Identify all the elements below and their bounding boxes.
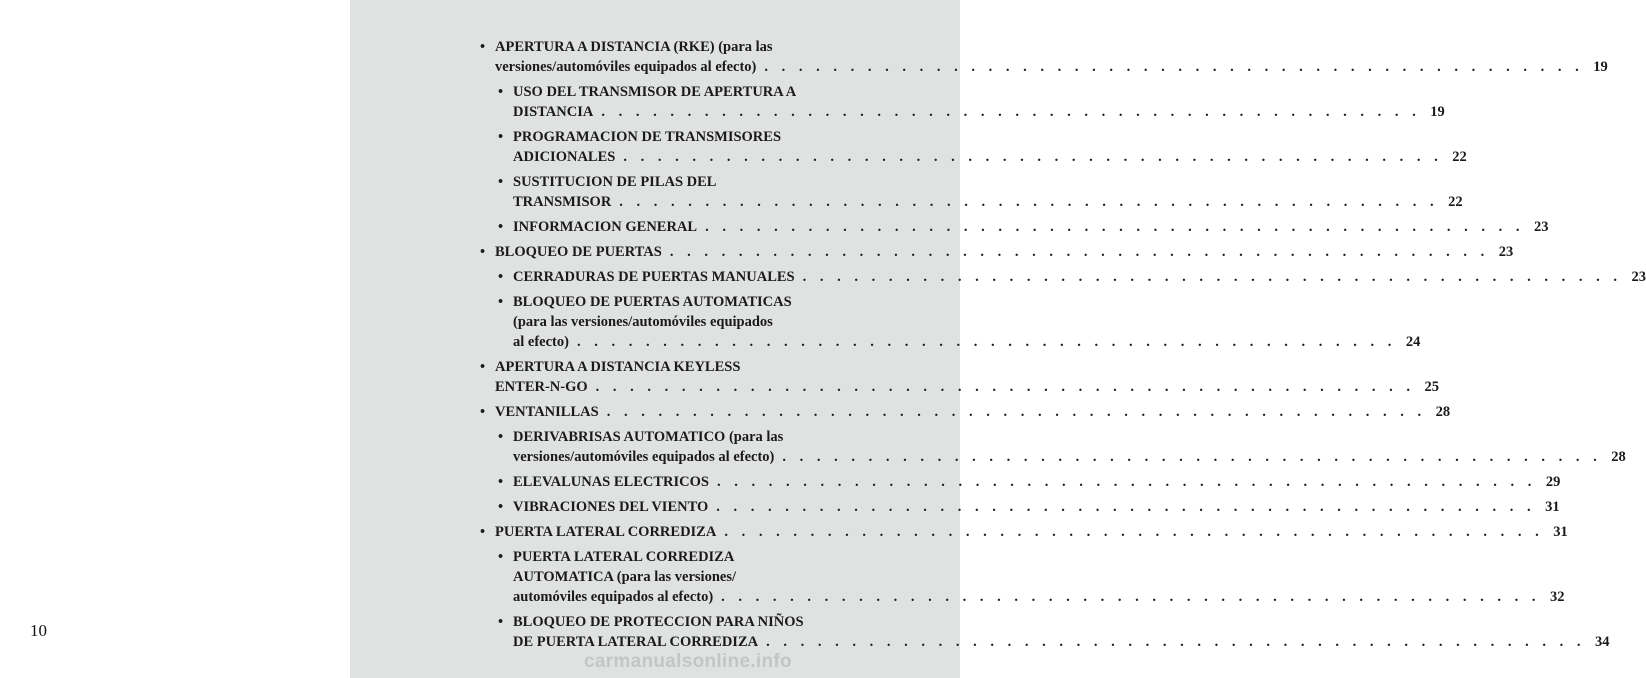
bullet-icon: • [480,359,486,375]
leader-dots: . . . . . . . . . . . . . . . . . . . . . . . . . . . . . . . . . . . . . . . . . . . . . . . . [705,219,1525,235]
leader-dots: . . . . . . . . . . . . . . . . . . . . . . . . . . . . . . . . . . . . . . . . . . . . . . . . [764,59,1584,75]
toc-entry-title: (para las versiones/automóviles equipados [513,314,773,330]
toc-line [495,357,898,377]
toc-line [513,612,898,632]
leader-dots: . . . . . . . . . . . . . . . . . . . . . . . . . . . . . . . . . . . . . . . . . . . . . . . . [669,244,1490,260]
toc-page-number: 24 [1405,334,1421,350]
toc-line [513,427,898,447]
page-number: 10 [30,621,47,640]
toc-page-number: 31 [1553,524,1568,540]
leader-dots: . . . . . . . . . . . . . . . . . . . . . . . . . . . . . . . . . . . . . . . . . . . . . . . . [606,404,1427,420]
leader-dots: . . . . . . . . . . . . . . . . . . . . . . . . . . . . . . . . . . . . . . . . . . . . . . . . [716,499,1536,515]
toc-page-number: 29 [1545,474,1561,490]
toc-line [513,267,1646,287]
toc-page-number: 34 [1594,634,1610,650]
toc-line [513,472,1561,492]
toc-entry-title: al efecto) [513,334,569,350]
toc-entry-title: AUTOMATICA (para las versiones/ [513,569,737,585]
toc-line [513,292,898,312]
toc-entry-title: versiones/automóviles equipados al efecto) [513,449,775,465]
toc-page-number: 19 [1430,104,1445,120]
leader-dots: . . . . . . . . . . . . . . . . . . . . . . . . . . . . . . . . . . . . . . . . . . . . . . . . [724,524,1544,540]
toc-entry-title: VIBRACIONES DEL VIENTO [513,499,709,515]
toc-subentry [478,497,1560,517]
bullet-icon: • [498,219,504,235]
toc-entry-title: TRANSMISOR [513,194,612,210]
toc-line [513,332,1421,352]
toc-line [495,522,1568,542]
toc-entry-title: ELEVALUNAS ELECTRICOS [513,474,709,490]
bullet-icon: • [480,39,486,55]
bullet-icon: • [498,174,504,190]
leader-dots: . . . . . . . . . . . . . . . . . . . . . . . . . . . . . . . . . . . . . . . . . . . . . . . . [721,589,1541,605]
bullet-icon: • [498,84,504,100]
toc-line [513,587,1565,607]
toc-page-number: 23 [1631,269,1646,285]
toc-entry-title: automóviles equipados al efecto) [513,589,714,605]
toc-page-number: 28 [1435,404,1451,420]
toc-subentry [478,427,1626,467]
toc-line [513,632,1610,652]
toc-entry-title: CERRADURAS DE PUERTAS MANUALES [513,269,795,285]
toc-line [513,447,1626,467]
toc-entry-title: VENTANILLAS [495,404,599,420]
toc-entry-title: SUSTITUCION DE PILAS DEL [513,174,717,190]
toc-entry-title: APERTURA A DISTANCIA KEYLESS [495,359,741,375]
leader-dots: . . . . . . . . . . . . . . . . . . . . . . . . . . . . . . . . . . . . . . . . . . . . . . . . [782,449,1602,465]
toc-subentry [478,82,1445,122]
bullet-icon: • [498,429,504,445]
bullet-icon: • [480,404,486,420]
toc-entry [478,242,1514,262]
toc-line [513,102,1445,122]
bullet-icon: • [498,499,504,515]
toc-page-number: 22 [1452,149,1467,165]
toc-page-number: 22 [1448,194,1463,210]
toc-entry-title: INFORMACION GENERAL [513,219,698,235]
toc-line [495,57,1608,77]
toc-line [513,147,1467,167]
toc-entry-title: DE PUERTA LATERAL CORREDIZA [513,634,759,650]
toc-entry-title: PUERTA LATERAL CORREDIZA [495,524,717,540]
toc-page-number: 25 [1424,379,1440,395]
bullet-icon: • [480,244,486,260]
toc-page-number: 28 [1611,449,1626,465]
leader-dots: . . . . . . . . . . . . . . . . . . . . . . . . . . . . . . . . . . . . . . . . . . . . . . . . [716,474,1537,490]
leader-dots: . . . . . . . . . . . . . . . . . . . . . . . . . . . . . . . . . . . . . . . . . . . . . . . . [766,634,1586,650]
toc-line [495,402,1451,422]
leader-dots: . . . . . . . . . . . . . . . . . . . . . . . . . . . . . . . . . . . . . . . . . . . . . . . . [601,104,1421,120]
leader-dots: . . . . . . . . . . . . . . . . . . . . . . . . . . . . . . . . . . . . . . . . . . . . . . . . [623,149,1443,165]
toc-subentry [478,547,1565,607]
toc-entry [478,402,1451,422]
toc-page-number: 23 [1533,219,1549,235]
toc-line [513,547,898,567]
toc-line [495,37,898,57]
bullet-icon: • [498,549,504,565]
toc-entry-title: PUERTA LATERAL CORREDIZA [513,549,735,565]
toc-entry-title: DISTANCIA [513,104,594,120]
bullet-icon: • [498,269,504,285]
toc-subentry [478,127,1467,167]
toc-line [513,192,1463,212]
toc-entry-title: BLOQUEO DE PROTECCION PARA NIÑOS [513,614,804,630]
toc-entry-title: DERIVABRISAS AUTOMATICO (para las [513,429,784,445]
bullet-icon: • [498,129,504,145]
toc-line [513,217,1549,237]
toc-page-number: 19 [1593,59,1608,75]
toc-entry-title: ENTER-N-GO [495,379,588,395]
toc-line [513,312,898,332]
toc-line [495,377,1440,397]
leader-dots: . . . . . . . . . . . . . . . . . . . . . . . . . . . . . . . . . . . . . . . . . . . . . . . . [619,194,1439,210]
toc-entry-title: USO DEL TRANSMISOR DE APERTURA A [513,84,797,100]
bullet-icon: • [498,614,504,630]
toc-line [513,127,898,147]
toc-subentry [478,267,1646,287]
toc-subentry [478,292,1421,352]
toc-entry [478,37,1608,77]
toc-entry-title: BLOQUEO DE PUERTAS [495,244,662,260]
toc-line [513,82,898,102]
toc-line [495,242,1514,262]
toc-entry [478,522,1568,542]
toc-line [513,567,898,587]
toc-page-number: 31 [1545,499,1560,515]
leader-dots: . . . . . . . . . . . . . . . . . . . . . . . . . . . . . . . . . . . . . . . . . . . . . . . . [576,334,1397,350]
toc-subentry [478,612,1610,652]
toc-entry-title: PROGRAMACION DE TRANSMISORES [513,129,782,145]
toc-subentry [478,217,1549,237]
leader-dots: . . . . . . . . . . . . . . . . . . . . . . . . . . . . . . . . . . . . . . . . . . . . . . . . [595,379,1416,395]
toc-page-number: 32 [1550,589,1565,605]
toc-subentry [478,472,1561,492]
toc-subentry [478,172,1463,212]
toc-line [513,497,1560,517]
watermark: carmanualsonline.info [584,651,792,672]
left-page [0,0,350,678]
bullet-icon: • [480,524,486,540]
toc-line [513,172,898,192]
toc-entry-title: APERTURA A DISTANCIA (RKE) (para las [495,39,773,55]
toc-entry-title: ADICIONALES [513,149,616,165]
toc-entry [478,357,1440,397]
toc-page-number: 23 [1498,244,1514,260]
leader-dots: . . . . . . . . . . . . . . . . . . . . . . . . . . . . . . . . . . . . . . . . . . . . . . . . [802,269,1622,285]
toc-entry-title: versiones/automóviles equipados al efecto) [495,59,757,75]
table-of-contents [478,37,1646,657]
toc-entry-title: BLOQUEO DE PUERTAS AUTOMATICAS [513,294,792,310]
bullet-icon: • [498,474,504,490]
bullet-icon: • [498,294,504,310]
